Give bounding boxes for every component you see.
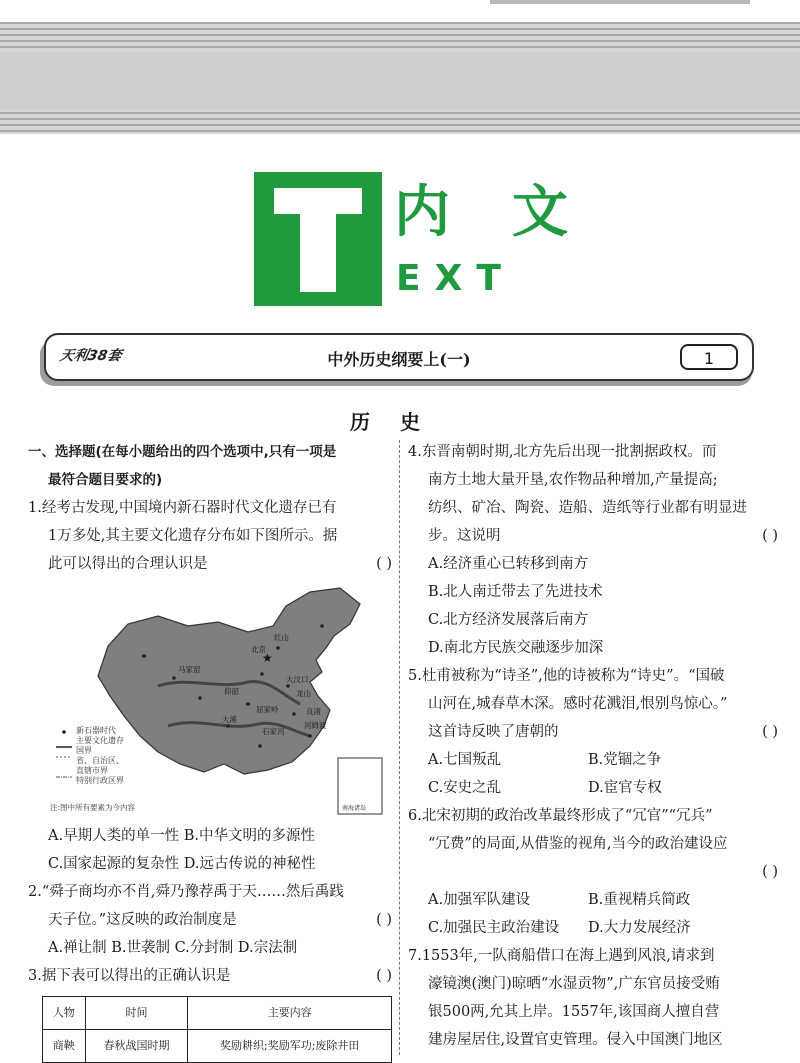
q1-options-ab: A.早期人类的单一性 B.中华文明的多源性	[48, 828, 315, 844]
answer-paren: ( )	[762, 528, 778, 544]
chapter-banner	[44, 333, 754, 381]
table-header: 时间	[85, 997, 188, 1030]
q5-stem-3: 这首诗反映了唐朝的 ( )	[408, 718, 778, 746]
section-heading: 一、选择题(在每小题给出的四个选项中,只有一项是	[28, 444, 337, 460]
map-label-longshan: 龙山	[296, 689, 311, 698]
map-label-daxi: 大溪	[222, 715, 237, 724]
q4-option-b: B.北人南迁带去了先进技术	[428, 584, 603, 600]
q4-stem: 4.东晋南朝时期,北方先后出现一批割据政权。而	[408, 444, 717, 460]
section-heading-cont: 最符合题目要求的)	[48, 472, 163, 488]
answer-paren: ( )	[762, 724, 778, 740]
china-map-figure	[48, 586, 388, 822]
q1-stem: 1.经考古发现,中国境内新石器时代文化遗存已有	[28, 500, 337, 516]
answer-paren: ( )	[762, 864, 778, 880]
q4-stem-2: 南方土地大量开垦,农作物品种增加,产量提高;	[428, 472, 718, 488]
q7-stem-4: 建房屋居住,设置官吏管理。侵入中国澳门地区	[428, 1032, 723, 1048]
left-column	[28, 438, 392, 1063]
q5-options-cd: C.安史之乱 D.宦官专权	[428, 780, 662, 796]
q2-stem: 2.“舜子商均亦不肖,舜乃豫荐禹于天……然后禹践	[28, 884, 344, 900]
q2-stem-2: 天子位。”这反映的政治制度是 ( )	[28, 906, 392, 934]
table-header: 主要内容	[188, 997, 392, 1030]
china-map	[48, 586, 388, 822]
q4-option-c: C.北方经济发展落后南方	[428, 612, 589, 628]
svg-text:★: ★	[262, 651, 273, 665]
q1-stem-2: 1万多处,其主要文化遗存分布如下图所示。据	[48, 528, 338, 544]
q7-stem: 7.1553年,一队商船借口在海上遇到风浪,请求到	[408, 948, 715, 964]
q4-stem-3: 纺织、矿冶、陶瓷、造船、造纸等行业都有明显进	[428, 500, 747, 516]
south-sea-label: 南海诸岛	[342, 805, 367, 812]
q6-options-cd: C.加强民主政治建设 D.大力发展经济	[428, 920, 691, 936]
q5-stem: 5.杜甫被称为“诗圣”,他的诗被称为“诗史”。“国破	[408, 668, 725, 684]
q4-stem-4: 步。这说明 ( )	[408, 522, 778, 550]
page-number: 1	[680, 344, 738, 370]
q6-options-ab: A.加强军队建设 B.重视精兵简政	[428, 892, 691, 908]
map-label-beijing: 北京	[251, 645, 266, 654]
q6-paren-line	[408, 858, 778, 886]
chapter-title: 中外历史纲要上(一)	[327, 350, 471, 369]
q1-options-cd: C.国家起源的复杂性 D.远古传说的神秘性	[48, 856, 316, 872]
answer-paren: ( )	[376, 912, 392, 928]
map-label-qujialing: 屈家岭	[256, 705, 279, 714]
subject-title: 历史	[350, 410, 450, 434]
q5-options-ab: A.七国叛乱 B.党锢之争	[428, 752, 662, 768]
title-english: EXT	[396, 258, 515, 299]
header-top-rule	[490, 0, 750, 4]
header-band	[0, 52, 800, 110]
table-header: 人物	[43, 997, 86, 1030]
map-mainland	[98, 588, 360, 774]
table-row: 商鞅 春秋战国时期 奖励耕织;奖励军功;废除井田	[43, 1030, 392, 1063]
q3-table	[42, 996, 392, 1063]
map-label-hongshan: 红山	[274, 633, 289, 642]
brand-logo: 天利38套	[58, 348, 123, 364]
q5-stem-2: 山河在,城春草木深。感时花溅泪,恨别鸟惊心。”	[428, 696, 728, 712]
map-label-liangzhu: 良渚	[306, 707, 321, 716]
q3-stem: 3.据下表可以得出的正确认识是 ( )	[28, 962, 392, 990]
map-label-shijiahe: 石家河	[262, 727, 285, 736]
q7-stem-2: 濠镜澳(澳门)晾晒“水湿贡物”,广东官员接受贿	[428, 976, 720, 992]
q4-option-a: A.经济重心已转移到南方	[428, 556, 589, 572]
map-label-dawenkou: 大汶口	[286, 675, 309, 684]
answer-paren: ( )	[376, 968, 392, 984]
q4-option-d: D.南北方民族交融逐步加深	[428, 640, 604, 656]
q6-stem: 6.北宋初期的政治改革最终形成了“冗官”“冗兵”	[408, 808, 713, 824]
q7-stem-3: 银500两,允其上岸。1557年,该国商人擅自营	[428, 1004, 720, 1020]
answer-paren: ( )	[376, 556, 392, 572]
title-chinese: 内文	[394, 180, 630, 245]
q6-stem-2: “冗费”的局面,从借鉴的视角,当今的政治建设应	[428, 836, 728, 852]
map-label-majiayao: 马家窑	[178, 665, 201, 674]
map-note: 注:图中所有要素为今内容	[50, 803, 136, 812]
q1-stem-3: 此可以得出的合理认识是 ( )	[28, 550, 392, 578]
map-label-yangshao: 仰韶	[224, 687, 239, 696]
right-column	[408, 438, 778, 1054]
map-label-hemudu: 河姆渡	[304, 721, 327, 730]
t-logo	[254, 172, 382, 306]
q2-options: A.禅让制 B.世袭制 C.分封制 D.宗法制	[48, 940, 298, 956]
column-divider	[399, 440, 400, 1055]
map-legend: 新石器时代 主要文化遗存 国界 省、自治区、 直辖市界 特别行政区界	[76, 726, 124, 785]
